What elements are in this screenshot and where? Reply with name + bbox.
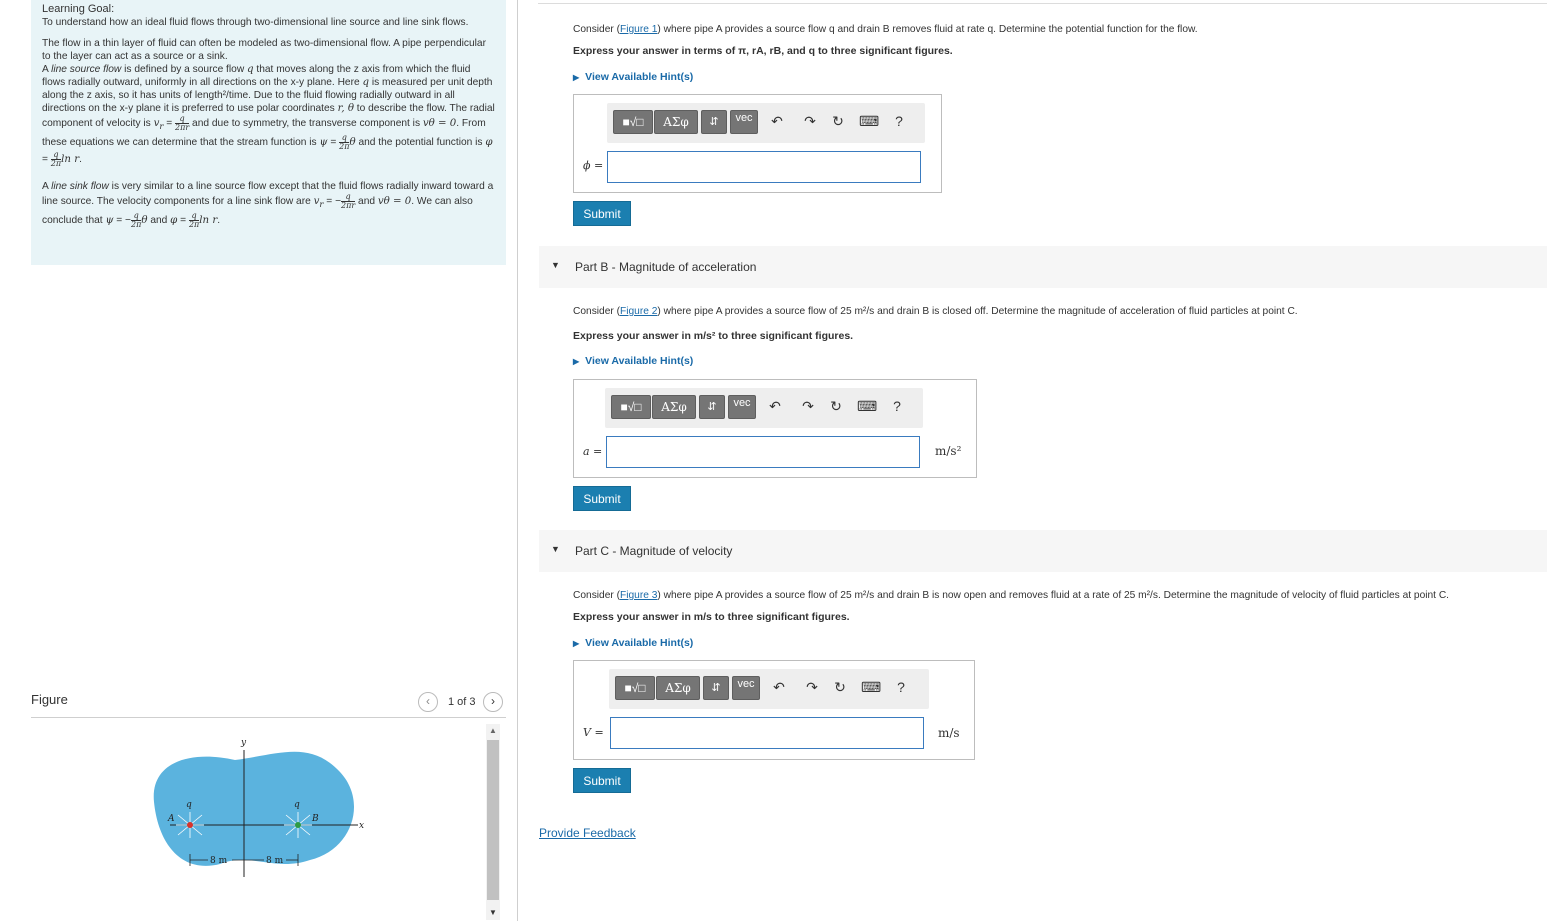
vector-button[interactable]: vec <box>732 676 760 700</box>
x-axis-label: x <box>359 821 365 831</box>
label-B: B <box>312 814 319 824</box>
arrows-button[interactable]: ⇵ <box>701 110 727 134</box>
part-c-submit-button[interactable]: Submit <box>573 768 631 793</box>
help-icon[interactable]: ? <box>893 398 901 414</box>
redo-icon[interactable]: ↷ <box>804 113 816 129</box>
scrollbar-thumb[interactable] <box>487 740 499 900</box>
left-panel <box>0 0 518 921</box>
label-A: A <box>168 814 175 824</box>
part-a-hint-link[interactable]: ▶ View Available Hint(s) <box>573 71 694 83</box>
templates-button[interactable]: ■√□ <box>611 395 651 419</box>
part-b-answer-input[interactable] <box>606 436 920 468</box>
figure-2-link[interactable]: Figure 2 <box>620 306 658 317</box>
goal-paragraph-3: A line sink flow is very similar to a line source flow except that the fluid flows radially inward toward a line source. The velocity components for a line sink flow are $v_r$ = − $\frac{q}{2\pi r}$ and vθ = 0. We can also conclude that ψ = − $\frac{q}{2\pi}$ θ and φ = $\frac{q}{2\pi}$ ln r. <box>42 181 494 230</box>
part-b-header[interactable] <box>539 246 1547 288</box>
expand-triangle-icon: ▶ <box>573 73 580 82</box>
help-icon[interactable]: ? <box>897 679 905 695</box>
learning-goal-box <box>31 0 506 265</box>
expand-triangle-icon: ▶ <box>573 639 580 648</box>
redo-icon[interactable]: ↷ <box>802 398 814 414</box>
part-c-answer-box <box>573 660 975 760</box>
dimension-a-label: 8 m <box>210 856 228 866</box>
y-axis-label: y <box>241 738 247 748</box>
help-icon[interactable]: ? <box>895 113 903 129</box>
undo-icon[interactable]: ↶ <box>771 113 783 129</box>
part-c-hint-link[interactable]: ▶ View Available Hint(s) <box>573 637 694 649</box>
dimension-b-label: 8 m <box>266 856 284 866</box>
part-b-submit-button[interactable]: Submit <box>573 486 631 511</box>
part-b-instructions: Express your answer in m/s² to three significant figures. <box>573 330 854 342</box>
part-b-toolbar <box>605 388 923 428</box>
figure-header <box>31 690 506 718</box>
arrows-button[interactable]: ⇵ <box>699 395 725 419</box>
keyboard-icon[interactable]: ⌨ <box>861 679 882 695</box>
collapse-caret-icon[interactable]: ▼ <box>551 544 560 554</box>
templates-button[interactable]: ■√□ <box>615 676 655 700</box>
part-c-header[interactable] <box>539 530 1547 572</box>
goal-paragraph-2: A line source flow is defined by a source flow q that moves along the z axis from which the fluid flows radially outward, uniformly in all directions on the x-y plane. Here q is measured per unit depth along the z axis, so it has units of length²/time. Due to the fluid flowing radially outward in all directions on the x-y plane it is preferred to use polar coordinates r, θ to describe the flow. The radial component of velocity is $v_r$ = $\frac{q}{2\pi r}$ and due to symmetry, the transverse component is vθ = 0. From these equations we can determine that the stream function is ψ = $\frac{q}{2\pi}$ θ and the potential function is φ = $\frac{q}{2\pi}$ ln r. <box>42 64 495 169</box>
scroll-up-arrow-icon[interactable]: ▲ <box>489 726 497 735</box>
part-a-header-strip <box>538 3 1547 15</box>
part-c-unit: m/s <box>938 726 960 740</box>
part-a-toolbar <box>607 103 925 143</box>
part-c-toolbar <box>609 669 929 709</box>
part-a-instructions: Express your answer in terms of π, rA, rB, and q to three significant figures. <box>573 45 953 57</box>
line-sink-term: line sink flow <box>51 181 109 193</box>
part-a-submit-button[interactable]: Submit <box>573 201 631 226</box>
part-c-question: Consider (Figure 3) where pipe A provides a source flow of 25 m²/s and drain B is now open and removes fluid at a rate of 25 m²/s. Determine the magnitude of velocity of fluid particles at point C. <box>573 590 1450 601</box>
figure-3-link[interactable]: Figure 3 <box>620 590 658 601</box>
reset-icon[interactable]: ↻ <box>834 679 846 695</box>
part-c-instructions: Express your answer in m/s to three significant figures. <box>573 611 850 623</box>
label-qB: q <box>294 800 300 810</box>
part-c-variable-label: V = <box>583 726 604 739</box>
figure-scrollbar[interactable] <box>486 724 500 920</box>
goal-title: Learning Goal: <box>42 3 115 15</box>
expand-triangle-icon: ▶ <box>573 357 580 366</box>
figure-diagram <box>140 732 380 882</box>
right-panel <box>518 0 1547 921</box>
label-qA: q <box>186 800 192 810</box>
vector-button[interactable]: vec <box>730 110 758 134</box>
line-source-term: line source flow <box>51 64 122 75</box>
part-b-question: Consider (Figure 2) where pipe A provides a source flow of 25 m²/s and drain B is closed off. Determine the magnitude of acceleration of fluid particles at point C. <box>573 306 1298 317</box>
fraction: $\frac{q}{2\pi r}$ <box>175 114 190 132</box>
greek-symbols-button[interactable]: ΑΣφ <box>652 395 696 419</box>
templates-button[interactable]: ■√□ <box>613 110 653 134</box>
undo-icon[interactable]: ↶ <box>773 679 785 695</box>
part-a-answer-box <box>573 94 942 193</box>
reset-icon[interactable]: ↻ <box>832 113 844 129</box>
reset-icon[interactable]: ↻ <box>830 398 842 414</box>
keyboard-icon[interactable]: ⌨ <box>859 113 880 129</box>
part-a-variable-label: ϕ = <box>583 159 604 172</box>
figure-title: Figure <box>31 692 68 707</box>
arrows-button[interactable]: ⇵ <box>703 676 729 700</box>
fluid-region <box>154 752 354 866</box>
greek-symbols-button[interactable]: ΑΣφ <box>654 110 698 134</box>
undo-icon[interactable]: ↶ <box>769 398 781 414</box>
part-a-question: Consider (Figure 1) where pipe A provides a source flow q and drain B removes fluid at rate q. Determine the potential function for the flow. <box>573 24 1198 35</box>
part-c-answer-input[interactable] <box>610 717 924 749</box>
figure-next-button[interactable]: › <box>483 692 503 712</box>
keyboard-icon[interactable]: ⌨ <box>857 398 878 414</box>
scroll-down-arrow-icon[interactable]: ▼ <box>489 908 497 917</box>
part-b-hint-link[interactable]: ▶ View Available Hint(s) <box>573 355 694 367</box>
part-b-unit: m/s² <box>935 444 962 458</box>
part-a-answer-input[interactable] <box>607 151 921 183</box>
greek-symbols-button[interactable]: ΑΣφ <box>656 676 700 700</box>
redo-icon[interactable]: ↷ <box>806 679 818 695</box>
part-b-title: Part B - Magnitude of acceleration <box>575 260 757 274</box>
goal-paragraph-1: The flow in a thin layer of fluid can often be modeled as two-dimensional flow. A pipe perpendicular to the layer can act as a source or a sink. <box>42 38 486 62</box>
figure-pager-text: 1 of 3 <box>448 696 476 708</box>
provide-feedback-link[interactable]: Provide Feedback <box>539 826 636 840</box>
part-c-title: Part C - Magnitude of velocity <box>575 544 733 558</box>
figure-1-link[interactable]: Figure 1 <box>620 24 658 35</box>
part-b-answer-box <box>573 379 977 478</box>
part-b-variable-label: a = <box>583 445 603 458</box>
collapse-caret-icon[interactable]: ▼ <box>551 260 560 270</box>
vector-button[interactable]: vec <box>728 395 756 419</box>
figure-prev-button[interactable]: ‹ <box>418 692 438 712</box>
goal-intro: To understand how an ideal fluid flows through two-dimensional line source and line sink flows. <box>42 17 469 28</box>
